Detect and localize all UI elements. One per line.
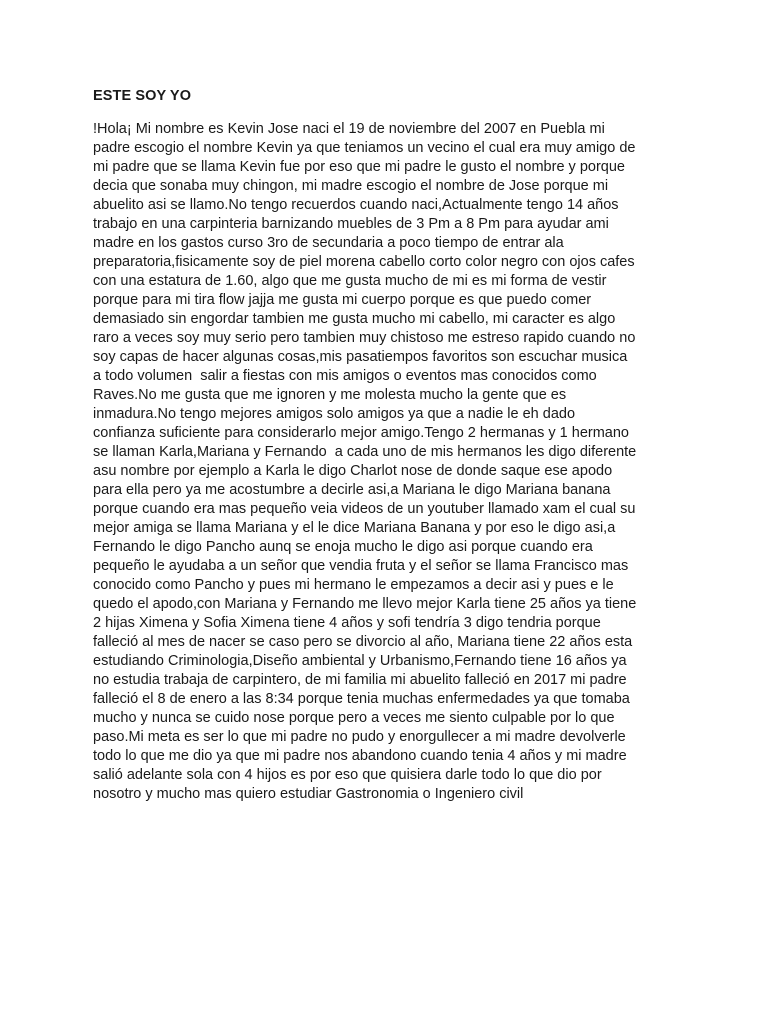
body-text-line: soy capas de hacer algunas cosas,mis pasatiempos favoritos son escuchar musica: [93, 349, 628, 365]
body-text-line: paso.Mi meta es ser lo que mi padre no pudo y enorgullecer a mi madre devolverle: [93, 729, 626, 745]
body-text-line: mi padre que se llama Kevin fue por eso que mi padre le gusto el nombre y porque: [93, 159, 625, 175]
body-text-line: falleció el 8 de enero a las 8:34 porque tenia muchas enfermedades ya que tomaba: [93, 691, 630, 707]
document-body: [93, 120, 683, 804]
body-text-line: para ella pero ya me acostumbre a decirle asi,a Mariana le digo Mariana banana: [93, 482, 611, 498]
body-text-line: mucho y nunca se cuido nose porque pero a veces me siento culpable por lo que: [93, 710, 615, 726]
body-text-line: decia que sonaba muy chingon, mi madre escogio el nombre de Jose porque mi: [93, 178, 609, 194]
body-text-line: Raves.No me gusta que me ignoren y me molesta mucho la gente que es: [93, 387, 567, 403]
body-text-line: estudiando Criminologia,Diseño ambiental y Urbanismo,Fernando tiene 16 años ya: [93, 653, 627, 669]
body-text-line: padre escogio el nombre Kevin ya que teniamos un vecino el cual era muy amigo de: [93, 140, 636, 156]
body-text-line: nosotro y mucho mas quiero estudiar Gastronomia o Ingeniero civil: [93, 786, 524, 802]
body-text-line: trabajo en una carpinteria barnizando muebles de 3 Pm a 8 Pm para ayudar ami: [93, 216, 609, 232]
document-page: [93, 88, 683, 804]
document-title: ESTE SOY YO: [93, 88, 192, 104]
body-text-line: mejor amiga se llama Mariana y el le dice Mariana Banana y por eso le digo asi,a: [93, 520, 616, 536]
body-text-line: Fernando le digo Pancho aunq se enoja mucho le digo asi porque cuando era: [93, 539, 593, 555]
body-text-line: todo lo que me dio ya que mi padre nos abandono cuando tenia 4 años y mi madre: [93, 748, 627, 764]
body-text-line: salió adelante sola con 4 hijos es por eso que quisiera darle todo lo que dio por: [93, 767, 602, 783]
body-text-line: pequeño le ayudaba a un señor que vendia fruta y el señor se llama Francisco mas: [93, 558, 629, 574]
body-text-line: !Hola¡ Mi nombre es Kevin Jose naci el 19 de noviembre del 2007 en Puebla mi: [93, 121, 605, 137]
body-text-line: no estudia trabaja de carpintero, de mi familia mi abuelito falleció en 2017 mi padre: [93, 672, 627, 688]
body-text-line: porque para mi tira flow jajja me gusta mi cuerpo porque es que puedo comer: [93, 292, 592, 308]
body-text-line: abuelito asi se llamo.No tengo recuerdos cuando naci,Actualmente tengo 14 años: [93, 197, 619, 213]
body-text-line: inmadura.No tengo mejores amigos solo amigos ya que a nadie le eh dado: [93, 406, 576, 422]
body-text-line: 2 hijas Ximena y Sofia Ximena tiene 4 años y sofi tendría 3 digo tendria porque: [93, 615, 601, 631]
body-text-line: demasiado sin engordar tambien me gusta mucho mi cabello, mi caracter es algo: [93, 311, 616, 327]
body-text-line: falleció al mes de nacer se caso pero se divorcio al año, Mariana tiene 22 años esta: [93, 634, 633, 650]
body-text-line: asu nombre por ejemplo a Karla le digo Charlot nose de donde saque ese apodo: [93, 463, 613, 479]
body-text-line: con una estatura de 1.60, algo que me gusta mucho de mi es mi forma de vestir: [93, 273, 607, 289]
body-text-line: conocido como Pancho y pues mi hermano le empezamos a decir asi y pues e le: [93, 577, 614, 593]
body-text-line: preparatoria,fisicamente soy de piel morena cabello corto color negro con ojos cafes: [93, 254, 635, 270]
body-text-line: raro a veces soy muy serio pero tambien muy chistoso me estreso rapido cuando no: [93, 330, 636, 346]
body-text-line: porque cuando era mas pequeño veia videos de un youtuber llamado xam el cual su: [93, 501, 636, 517]
body-text-line: madre en los gastos curso 3ro de secundaria a poco tiempo de entrar ala: [93, 235, 564, 251]
body-text-line: quedo el apodo,con Mariana y Fernando me llevo mejor Karla tiene 25 años ya tiene: [93, 596, 637, 612]
body-text-line: se llaman Karla,Mariana y Fernando a cada uno de mis hermanos les digo diferente: [93, 444, 637, 460]
body-text-line: confianza suficiente para considerarlo mejor amigo.Tengo 2 hermanas y 1 hermano: [93, 425, 629, 441]
body-text-line: a todo volumen salir a fiestas con mis amigos o eventos mas conocidos como: [93, 368, 597, 384]
